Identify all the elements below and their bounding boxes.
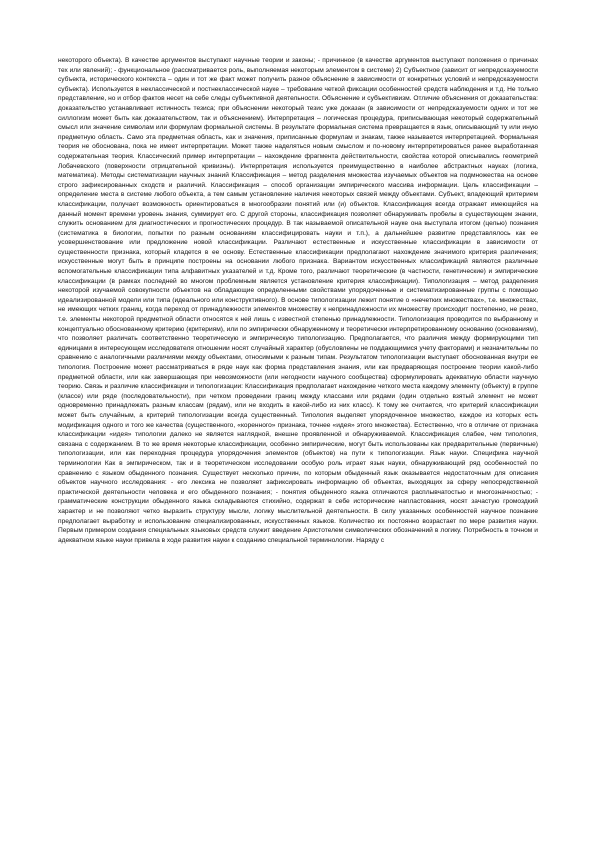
body-text: некоторого объекта). В качестве аргументов выступают научные теории и законы; - причинное (в качестве аргументов выступают положения о причинах тех или явлений); - функциональное (рассматривается роль, выполняемая некоторым элементом в системе) 2) Субъектное (зависит от непредсказуемости субъекта, исторического контекста – один и тот же факт может получить разное объяснение в зависимости от конкретных условий и непредсказуемости субъекта). Используется в неклассической и постнеклассической науке – требование четкой фиксации особенностей средств наблюдения и т.д. Не только представление, но и отбор фактов несет на себе следы субъективной деятельности. Объяснение и субъективизм. Отличие объяснения от доказательства: доказательство устанавливает истинность тезиса; при объяснении некоторый тезис уже доказан (в зависимости от непредсказуемости одних и тот же силлогизм может быть как доказательством, так и объяснением). Интерпретация – логическая процедура, приписывающая некоторый содержательный смысл или значение символам или формулам формальной системы. В результате формальная система превращается в язык, описывающий ту или иную предметную область. Само эта предметная область, как и значения, приписанные формулам и знакам, также называется интерпретацией. Формальная теория не обоснована, пока не имеет интерпретации. Может также наделяться новым смыслом и по-новому интерпретироваться ранее выработанная содержательная теория. Классический пример интерпретации – нахождение фрагмента действительности, свойства которой описывались геометрией Лобачевского (поверхности отрицательной кривизны). Интерпретация используется преимущественно в наиболее абстрактных науках (логика, математика). Методы систематизации научных знаний Классификация – метод разделения множества изучаемых объектов на подмножества на основе строго зафиксированных сходств и различий. Классификация – способ организации эмпирического массива информации. Цель классификации – определение места в системе любого объекта, а тем самым установление наличия некоторых связей между объектами. Субъект, владеющий критерием классификации, получает возможность ориентироваться в многообразии понятий или (и) объектов. Классификация всегда отражает имеющийся на данный момент времени уровень знания, суммирует его. С другой стороны, классификация позволяет обнаруживать пробелы в существующем знании, служить основанием для диагностических и прогностических процедур. В так называемой описательной науке она выступала итогом (целью) познания (систематика в биологии, попытки по разным основаниям классифицировать науки и т.п.), а дальнейшее развитие представлялось как ее усовершенствование или предложение новой классификации. Различают естественные и искусственные классификации в зависимости от существенности признака, который кладется в ее основу. Естественные классификации предполагают нахождение значимого критерия различения; искусственные могут быть в принципе построены на основании любого признака. Вариантом искусственных классификаций являются различные вспомогательные классификации типа алфавитных указателей и т.д. Кроме того, различают теоретические (в частности, генетические) и эмпирические классификации (в рамках последней во многом проблемным является установление критерия классификации). Типологизация – метод разделения некоторой изучаемой совокупности объектов на обладающие определенными свойствами упорядоченные и систематизированные группы с помощью идеализированной модели или типа (идеального или конструктивного). В основе типологизации лежит понятие о «нечетких множествах», т.е. множествах, не имеющих четких границ, когда переход от принадлежности элементов множеству к непринадлежности их множеству происходит постепенно, не резко, т.е. элементы некоторой предметной области относятся к ней лишь с известной степенью принадлежности. Типологизация проводится по выбранному и концептуально обоснованному критерию (критериям), или по эмпирически обнаруженному и теоретически интерпретированному основанию (основаниям), что позволяет различать соответственно теоретическую и эмпирическую типологизацию. Предполагается, что различия между формирующими тип единицами в интересующем исследователя отношении носят случайный характер (обусловлены не поддающимися учету факторами) и незначительны по сравнению с аналогичными различиями между объектами, относимыми к разным типам. Результатом типологизации выступает обоснованная внутри ее типология. Построение может рассматриваться в ряде наук как форма представления знания, или как предваряющая построение теории какой-либо предметной области, или как завершающая при невозможности (или негодности научного сообщества) сформулировать адекватную области научную теорию. Связь и различие классификации и типологизации: Классификация предполагает нахождение четкого места каждому элементу (объекту) в группе (классе) или ряде (последовательности), при четком проведении границ между классами или рядами (один отдельно взятый элемент не может одновременно принадлежать разным классам (рядам), или не входить в какой-либо из них класс). К тому же считается, что критерий классификации может быть случайным, а критерий типологизации всегда существенный. Типология выделяет упорядоченное множество, каждое из которых есть модификация одного и того же качества (существенного, «коренного» признака, точнее «идея» этого множества). Естественно, что в отличие от признака классификации «идея» типологии далеко не является наглядной, внешне проявленной и обнаруживаемой. Классификация слабее, чем типология, связана с содержанием. В то же время некоторые классификации, особенно эмпирические, могут быть использованы как предварительные (первичные) типологизации, или как переходная процедура упорядочения элементов (объектов) на пути к типологизации. Язык науки. Специфика научной терминологии Как в эмпирическом, так и в теоретическом исследовании особую роль играет язык науки, обнаруживающий ряд особенностей по сравнению с языком обыденного познания. Существует несколько причин, по которым обыденный язык оказывается недостаточным для описания объектов научного исследования: - его лексика не позволяет зафиксировать информацию об объектах, выходящих за сферу непосредственной практической деятельности человека и его обыденного познания; - понятия обыденного языка отличаются расплывчатостью и многозначностью; - грамматические конструкции обыденного языка складываются стихийно, содержат в себе исторические напластования, носят зачастую громоздкий характер и не позволяют четко выразить структуру мысли, логику мыслительной деятельности. В силу указанных особенностей научное познание предполагает выработку и использование специализированных, искусственных языков. Количество их постоянно возрастает по мере развития науки. Первым примером создания специальных языковых средств служит введение Аристотелем символических обозначений в логику. Потребность в точном и адекватном языке науки привела в ходе развития науки к созданию специальной терминологии. Наряду с <box>58 57 538 544</box>
document-page <box>58 56 538 545</box>
